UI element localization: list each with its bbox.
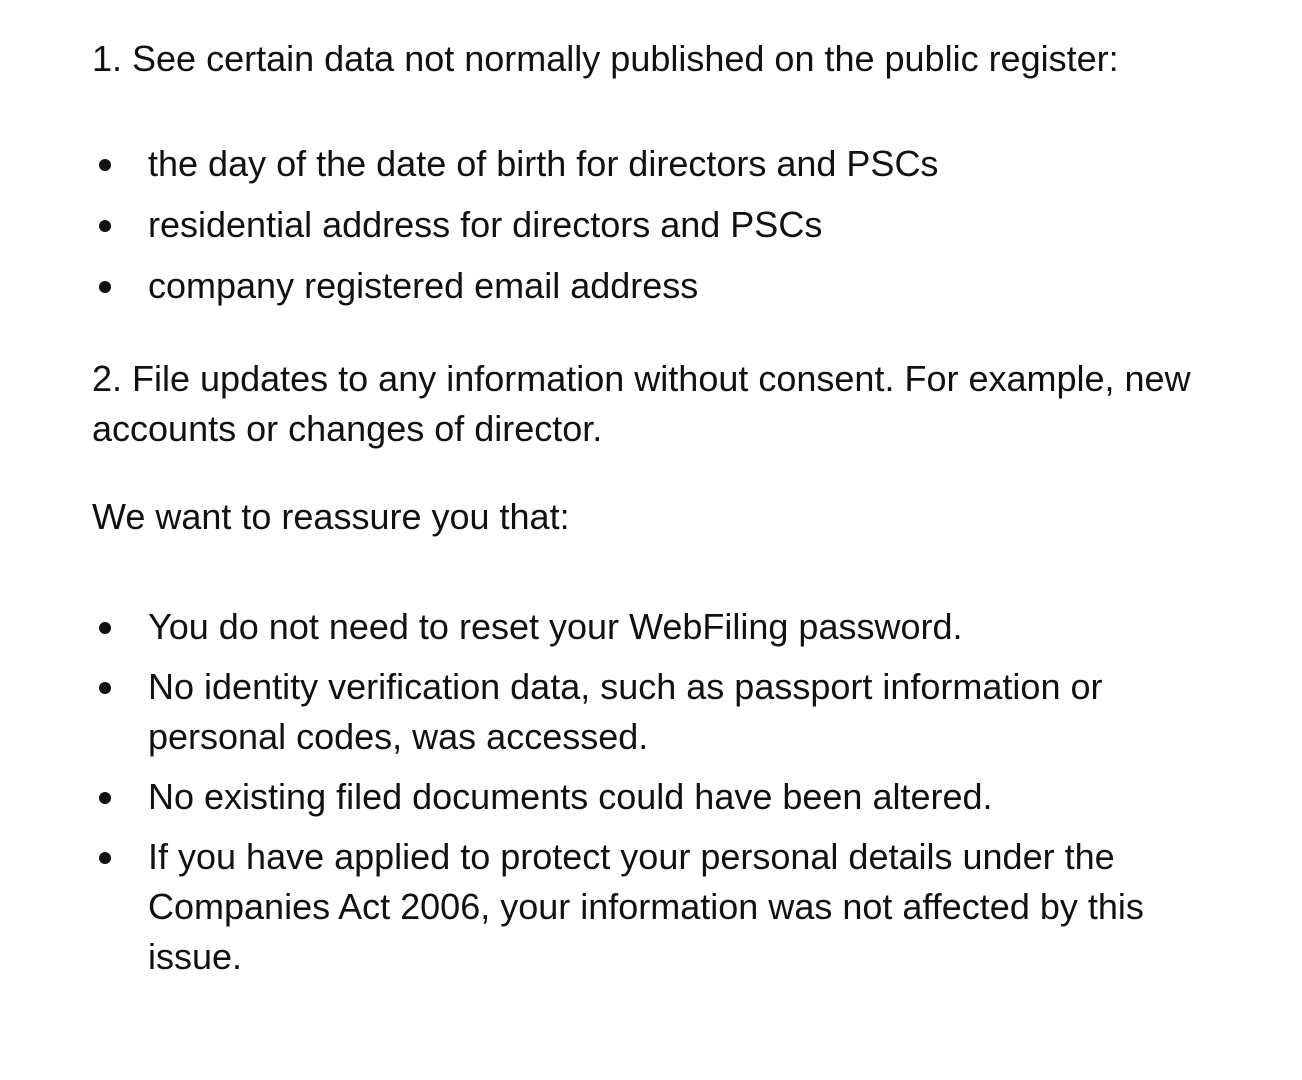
list-item-text: residential address for directors and PSCs [148, 204, 823, 245]
list-item-text: If you have applied to protect your personal details under the Companies Act 2006, your information was not affected by this issue. [148, 836, 1144, 977]
list-item-text: You do not need to reset your WebFiling password. [148, 606, 963, 647]
section-2-text: 2. File updates to any information without consent. For example, new accounts or changes of director. [92, 358, 1191, 449]
list-item [92, 139, 1242, 189]
section-1-heading: 1. See certain data not normally published on the public register: [92, 38, 1119, 79]
list-item [92, 832, 1242, 982]
reassurance-list [92, 602, 1242, 982]
list-item [92, 200, 1242, 250]
restricted-data-list [92, 139, 1242, 311]
bullet-dot-icon [99, 852, 111, 864]
list-item [92, 772, 1242, 822]
list-item [92, 261, 1242, 311]
bullet-dot-icon [99, 682, 111, 694]
bullet-dot-icon [99, 281, 111, 293]
list-item-text: No identity verification data, such as passport information or personal codes, was accessed. [148, 666, 1103, 757]
list-item [92, 602, 1242, 652]
list-item [92, 662, 1242, 762]
document-body [92, 34, 1242, 992]
bullet-dot-icon [99, 159, 111, 171]
list-item-text: company registered email address [148, 265, 699, 306]
bullet-dot-icon [99, 792, 111, 804]
bullet-dot-icon [99, 220, 111, 232]
list-item-text: the day of the date of birth for directors and PSCs [148, 143, 939, 184]
list-item-text: No existing filed documents could have been altered. [148, 776, 993, 817]
bullet-dot-icon [99, 622, 111, 634]
reassure-intro: We want to reassure you that: [92, 496, 570, 537]
